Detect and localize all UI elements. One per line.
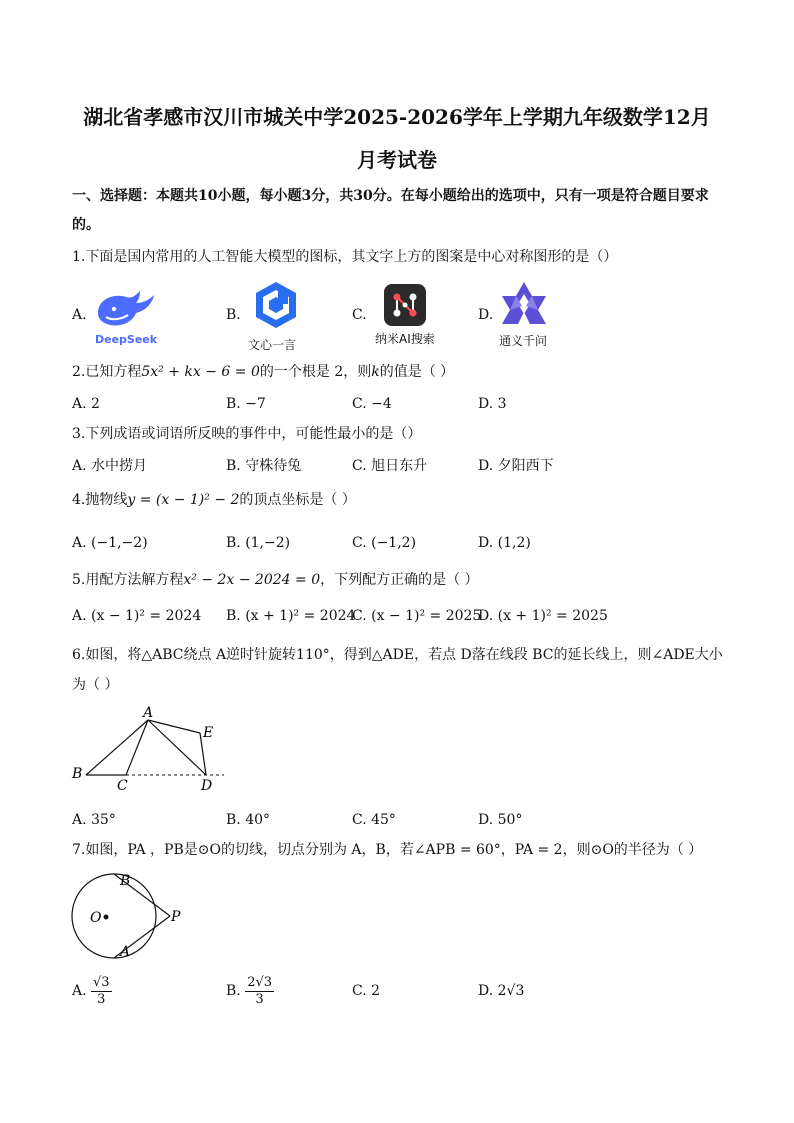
fig7-label-p: P — [171, 909, 181, 925]
q7-option-c: C. 2 — [352, 983, 381, 999]
q3-option-b: B. 守株待兔 — [226, 458, 302, 474]
section-header-cont: 的。 — [72, 217, 100, 233]
q4-equation: y = (x − 1)² − 2 — [127, 492, 240, 508]
q4-end: 的顶点坐标是（ ） — [239, 492, 356, 508]
q7-option-b-numerator: 2√3 — [247, 974, 273, 990]
q2-equation: 5x² + kx − 6 = 0 — [141, 364, 260, 380]
question-2-stem — [72, 362, 454, 382]
q7-option-a-fraction — [91, 975, 112, 1008]
q2-option-d: D. 3 — [478, 396, 507, 412]
section-header: 一、选择题：本题共10小题，每小题3分，共30分。在每小题给出的选项中，只有一项是符合题目要求 — [72, 188, 709, 204]
fig6-label-d: D — [201, 778, 213, 794]
question-6-stem-cont: 为（ ） — [72, 677, 119, 693]
question-7-stem: 7.如图，PA ，PB是⊙O的切线，切点分别为 A，B，若∠APB = 60°，PA = 2，则⊙O的半径为（ ） — [72, 842, 703, 858]
q5-option-c: C. (x − 1)² = 2025 — [352, 608, 482, 624]
q5-prefix: 5.用配方法解方程 — [72, 572, 184, 588]
q7-option-d-value: 2√3 — [497, 983, 525, 999]
rotation-triangle-figure — [66, 705, 236, 797]
q2-option-b: B. −7 — [226, 396, 266, 412]
whale-logo-icon — [92, 287, 158, 337]
q7-option-a — [72, 973, 112, 1009]
q4-option-d: D. (1,2) — [478, 535, 531, 551]
question-5-stem — [72, 570, 479, 590]
question-3-stem: 3.下列成语或词语所反映的事件中，可能性最小的是（） — [72, 426, 422, 442]
wenxin-logo-icon — [252, 280, 300, 334]
q7-option-b-fraction — [245, 975, 274, 1008]
tongyi-logo-icon — [500, 280, 548, 332]
fig7-label-a: A — [120, 944, 131, 960]
deepseek-caption: DeepSeek — [95, 333, 158, 346]
q5-option-a: A. (x − 1)² = 2024 — [72, 608, 202, 624]
q1-option-b-letter: B. — [226, 307, 241, 323]
q4-option-b: B. (1,−2) — [226, 535, 291, 551]
fig6-label-e: E — [203, 725, 214, 741]
nami-logo-icon — [384, 284, 426, 330]
tongyi-caption: 通义千问 — [499, 334, 548, 348]
q5-option-b: B. (x + 1)² = 2024 — [226, 608, 356, 624]
q3-option-c: C. 旭日东升 — [352, 458, 428, 474]
q4-option-c: C. (−1,2) — [352, 535, 417, 551]
q7-option-d — [478, 981, 524, 1001]
wenxin-caption: 文心一言 — [248, 338, 297, 352]
q7-option-b-letter: B. — [226, 983, 241, 999]
fig7-label-b: B — [120, 873, 131, 889]
exam-title-line2: 月考试卷 — [357, 148, 437, 172]
q5-equation: x² − 2x − 2024 = 0 — [183, 572, 321, 588]
q5-end: ，下列配方正确的是（ ） — [320, 572, 479, 588]
fig6-label-a: A — [143, 705, 154, 721]
q1-option-a-letter: A. — [72, 307, 87, 323]
question-1-stem: 1.下面是国内常用的人工智能大模型的图标，其文字上方的图案是中心对称图形的是（） — [72, 249, 618, 265]
q2-suffix: 的一个根是 2，则 — [259, 364, 372, 380]
exam-title-line1: 湖北省孝感市汉川市城关中学2025-2026学年上学期九年级数学12月 — [83, 105, 711, 129]
fig7-label-o: O — [90, 910, 102, 926]
q6-option-d: D. 50° — [478, 812, 523, 828]
q2-end: 的值是（ ） — [379, 364, 455, 380]
q2-prefix: 2.已知方程 — [72, 364, 142, 380]
q2-option-c: C. −4 — [352, 396, 392, 412]
question-6-stem: 6.如图，将△ABC绕点 A逆时针旋转110°，得到△ADE，若点 D落在线段 BC的延长线上，则∠ADE大小 — [72, 647, 723, 663]
q1-option-d-letter: D. — [478, 307, 494, 323]
question-4-stem — [72, 490, 356, 510]
q7-option-d-letter: D. — [478, 983, 494, 999]
q7-option-b-denominator: 3 — [255, 991, 264, 1007]
q7-option-a-denominator: 3 — [97, 991, 106, 1007]
q7-option-b — [226, 973, 274, 1009]
q7-option-a-letter: A. — [72, 983, 87, 999]
q3-option-a: A. 水中捞月 — [72, 458, 148, 474]
q4-option-a: A. (−1,−2) — [72, 535, 148, 551]
q3-option-d: D. 夕阳西下 — [478, 458, 554, 474]
fig6-label-c: C — [117, 778, 128, 794]
q5-option-d: D. (x + 1)² = 2025 — [478, 608, 608, 624]
fig6-label-b: B — [72, 766, 83, 782]
q2-variable: k — [371, 364, 380, 380]
q4-prefix: 4.抛物线 — [72, 492, 128, 508]
tangent-circle-figure — [66, 866, 196, 966]
nami-caption: 纳米AI搜索 — [375, 332, 435, 346]
q1-option-c-letter: C. — [352, 307, 367, 323]
q2-option-a: A. 2 — [72, 396, 100, 412]
q6-option-b: B. 40° — [226, 812, 271, 828]
q7-option-a-numerator: √3 — [93, 974, 110, 990]
q6-option-c: C. 45° — [352, 812, 396, 828]
q6-option-a: A. 35° — [72, 812, 116, 828]
